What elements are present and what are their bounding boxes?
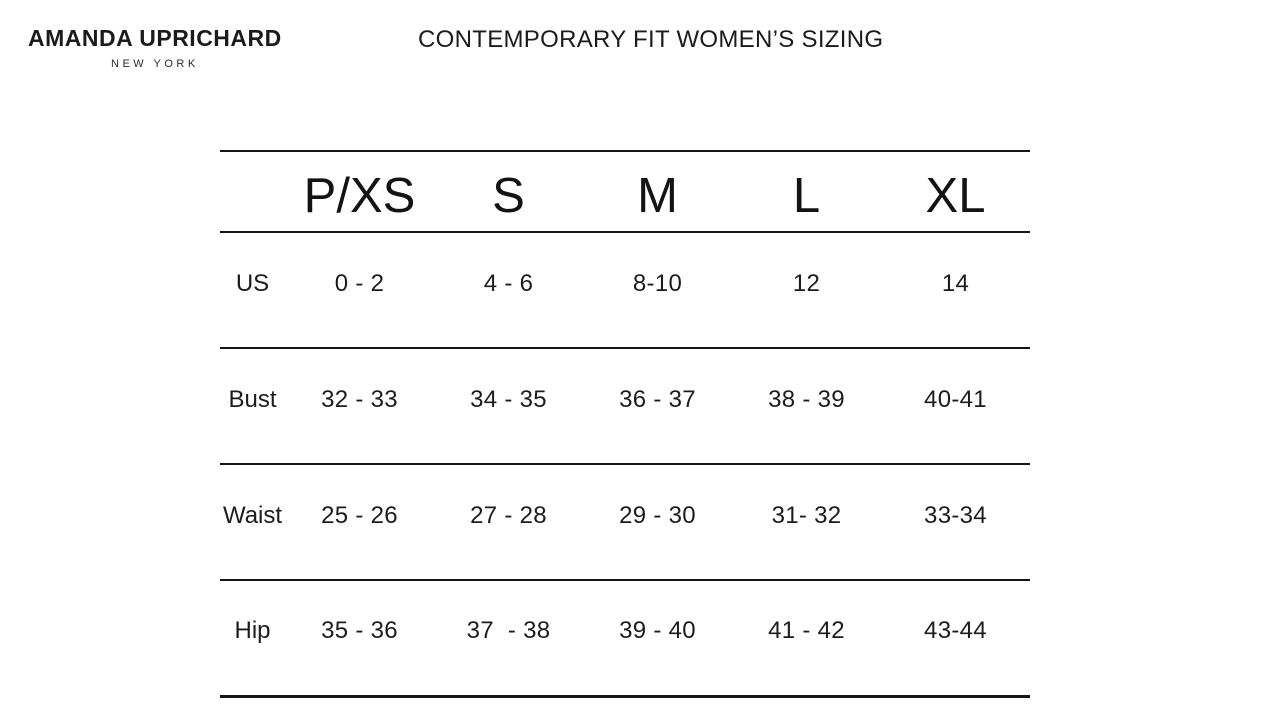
table-row-us xyxy=(220,232,1030,348)
size-cell-bust-m: 36 - 37 xyxy=(619,385,696,413)
size-cell-waist-pxs: 25 - 26 xyxy=(321,501,398,529)
header-cell-s: S xyxy=(492,169,525,223)
header-cell-l: L xyxy=(792,169,821,223)
brand-name: AMANDA UPRICHARD xyxy=(28,25,282,51)
size-cell-waist-xl: 33-34 xyxy=(924,501,987,529)
size-cell-bust-s: 34 - 35 xyxy=(470,385,547,413)
size-cell-bust-pxs: 32 - 33 xyxy=(321,385,398,413)
size-cell-us-pxs: 0 - 2 xyxy=(334,269,385,297)
row-label-waist: Waist xyxy=(222,501,283,529)
table-row-waist xyxy=(220,464,1030,580)
size-cell-bust-l: 38 - 39 xyxy=(768,385,845,413)
size-chart-header-row xyxy=(220,151,1030,232)
size-cell-waist-s: 27 - 28 xyxy=(470,501,547,529)
header-cell-xl: XL xyxy=(925,169,986,223)
size-cell-us-s: 4 - 6 xyxy=(483,269,534,297)
size-cell-hip-m: 39 - 40 xyxy=(619,617,696,645)
row-label-hip: Hip xyxy=(234,617,271,645)
size-cell-us-l: 12 xyxy=(792,269,821,297)
table-row-hip xyxy=(220,580,1030,696)
page-title: CONTEMPORARY FIT WOMEN’S SIZING xyxy=(418,26,884,53)
table-row-bust xyxy=(220,348,1030,464)
size-cell-hip-s: 37 - 38 xyxy=(466,617,551,645)
size-cell-hip-l: 41 - 42 xyxy=(768,617,845,645)
size-cell-waist-m: 29 - 30 xyxy=(619,501,696,529)
row-label-us: US xyxy=(235,269,270,297)
header-cell-m: M xyxy=(637,169,678,223)
size-cell-hip-pxs: 35 - 36 xyxy=(321,617,398,645)
size-cell-waist-l: 31- 32 xyxy=(771,501,842,529)
size-chart-table xyxy=(220,150,1030,698)
row-label-bust: Bust xyxy=(228,385,277,413)
size-cell-bust-xl: 40-41 xyxy=(924,385,987,413)
size-cell-us-m: 8-10 xyxy=(632,269,683,297)
size-cell-us-xl: 14 xyxy=(941,269,970,297)
header-cell-empty xyxy=(220,151,285,232)
brand-logo xyxy=(28,27,282,70)
header-cell-pxs: P/XS xyxy=(303,169,416,223)
size-cell-hip-xl: 43-44 xyxy=(924,617,987,645)
brand-subtitle: NEW YORK xyxy=(111,58,199,70)
